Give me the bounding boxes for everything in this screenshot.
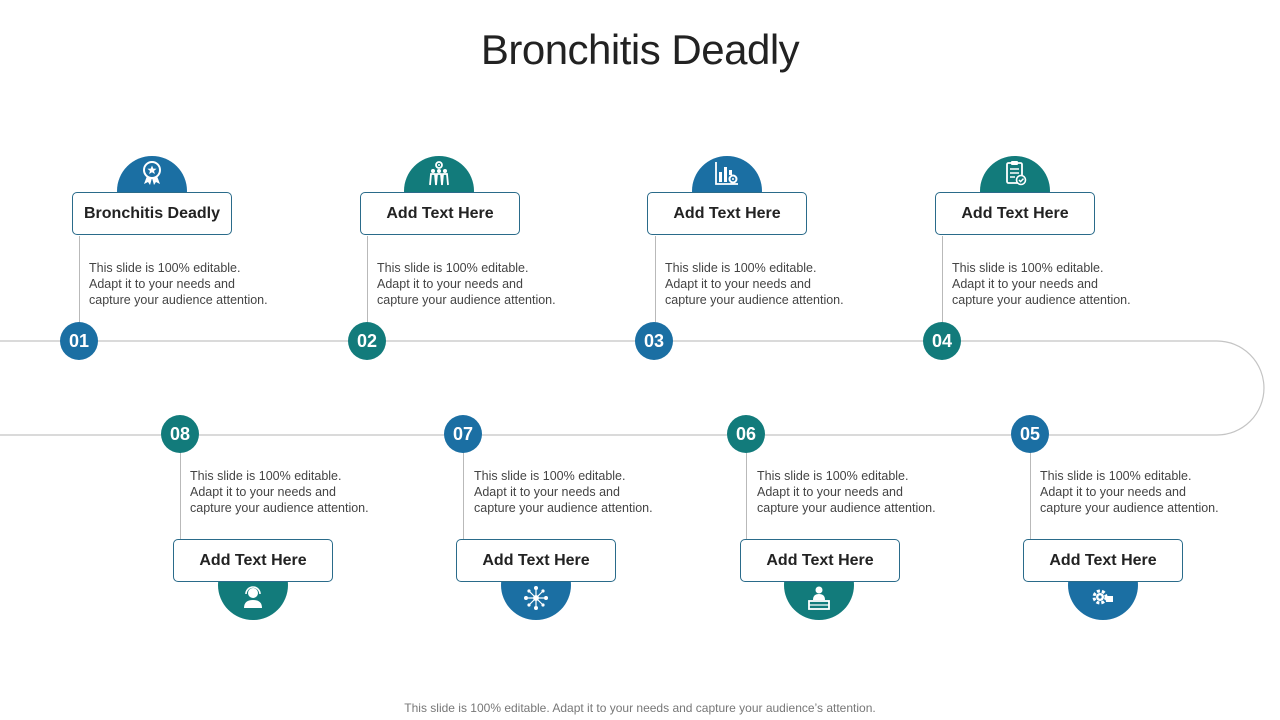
step-05-description: This slide is 100% editable. Adapt it to your needs and capture your audience attention. (1040, 469, 1219, 515)
footer-note: This slide is 100% editable. Adapt it to your needs and capture your audience’s attention. (404, 701, 876, 715)
step-07-description: This slide is 100% editable. Adapt it to your needs and capture your audience attention. (474, 469, 653, 515)
step-04-number: 04 (923, 322, 961, 360)
gear-hand-icon (1089, 584, 1117, 612)
step-01-heading: Bronchitis Deadly (72, 192, 232, 235)
step-04-description: This slide is 100% editable. Adapt it to your needs and capture your audience attention. (952, 261, 1131, 307)
step-02-description: This slide is 100% editable. Adapt it to your needs and capture your audience attention. (377, 261, 556, 307)
step-05-heading: Add Text Here (1023, 539, 1183, 582)
step-05-number: 05 (1011, 415, 1049, 453)
step-01-number: 01 (60, 322, 98, 360)
page-title: Bronchitis Deadly (480, 26, 800, 73)
support-agent-icon (239, 584, 267, 612)
award-ribbon-icon (138, 159, 166, 187)
step-01-description: This slide is 100% editable. Adapt it to your needs and capture your audience attention. (89, 261, 268, 307)
step-03-number: 03 (635, 322, 673, 360)
step-08-number: 08 (161, 415, 199, 453)
step-08-heading: Add Text Here (173, 539, 333, 582)
presenter-icon (805, 584, 833, 612)
step-03-description: This slide is 100% editable. Adapt it to your needs and capture your audience attention. (665, 261, 844, 307)
step-06-heading: Add Text Here (740, 539, 900, 582)
bar-chart-gear-icon (713, 159, 741, 187)
step-06-description: This slide is 100% editable. Adapt it to your needs and capture your audience attention. (757, 469, 936, 515)
step-04-heading: Add Text Here (935, 192, 1095, 235)
network-people-icon (522, 584, 550, 612)
step-07-heading: Add Text Here (456, 539, 616, 582)
step-08-description: This slide is 100% editable. Adapt it to your needs and capture your audience attention. (190, 469, 369, 515)
step-03-heading: Add Text Here (647, 192, 807, 235)
clipboard-check-icon (1001, 159, 1029, 187)
team-gear-icon (425, 159, 453, 187)
step-02-number: 02 (348, 322, 386, 360)
step-02-heading: Add Text Here (360, 192, 520, 235)
step-06-number: 06 (727, 415, 765, 453)
step-07-number: 07 (444, 415, 482, 453)
